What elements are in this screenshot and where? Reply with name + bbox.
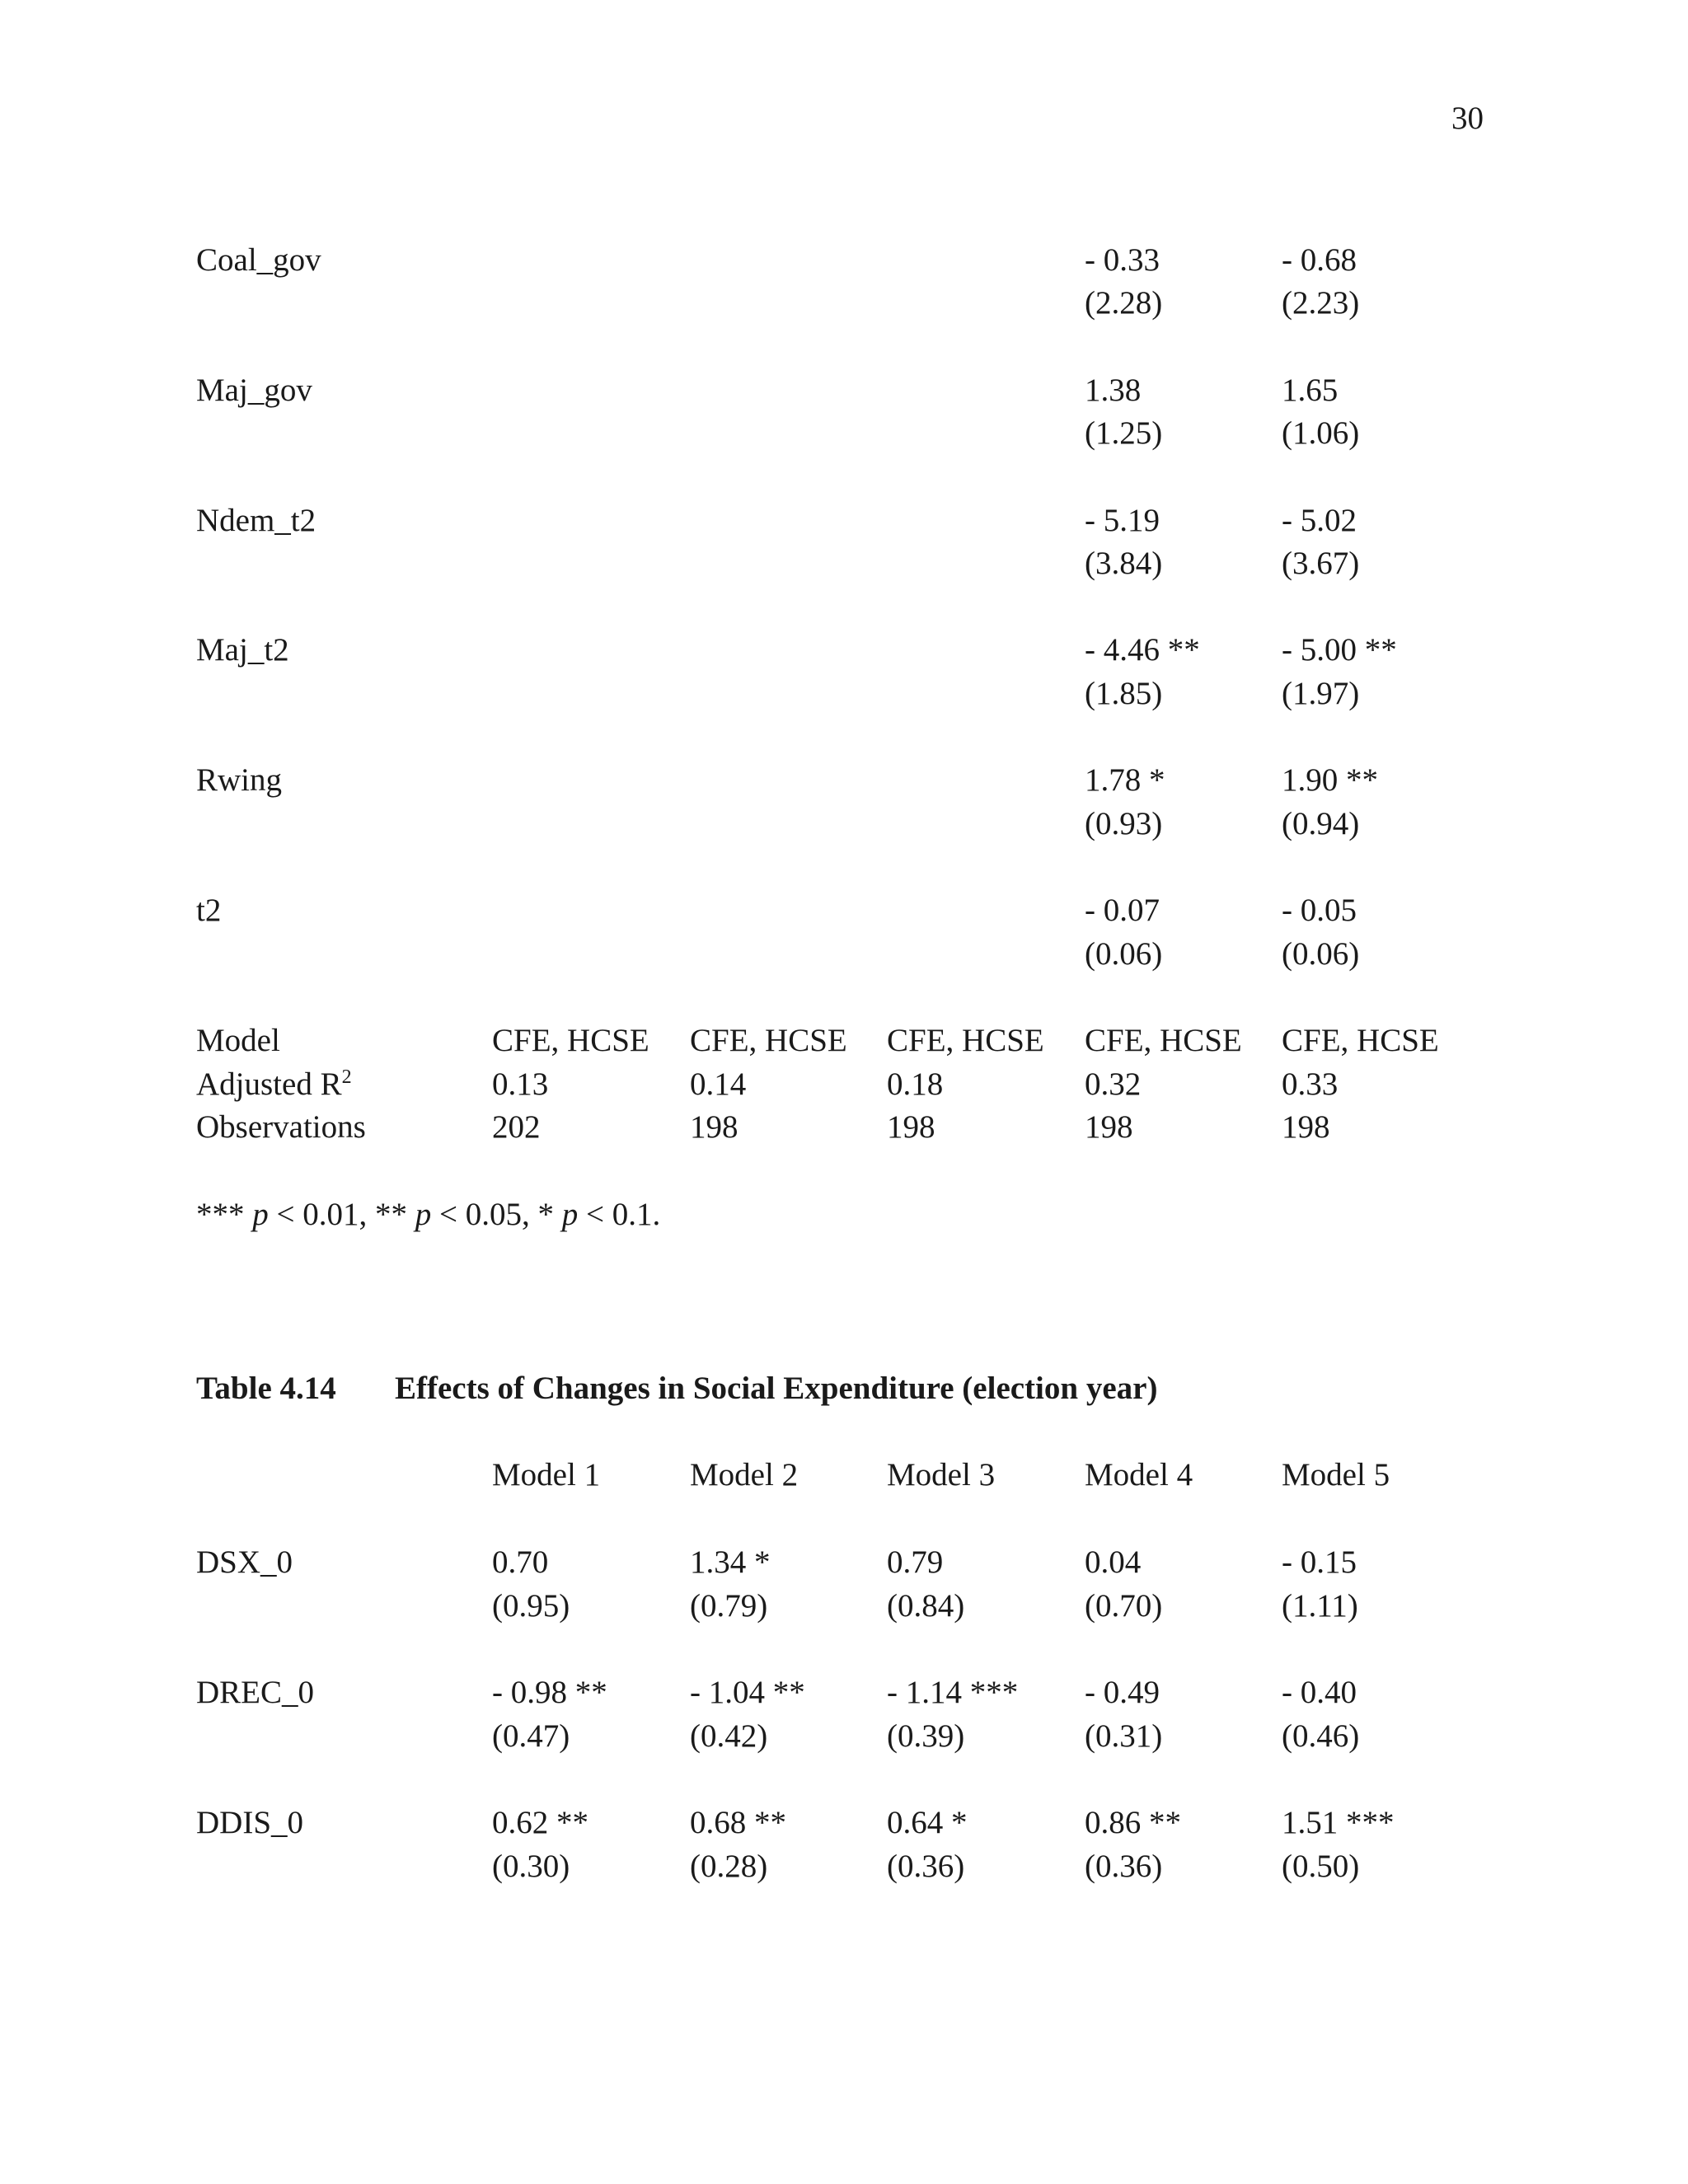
se-cell: (0.95) [492,1588,570,1624]
coef-cell: - 5.00 ** [1282,632,1397,668]
coef-cell: 0.86 ** [1085,1805,1181,1840]
obs-row-label: Observations [196,1109,366,1145]
se-cell: (2.23) [1282,285,1360,321]
se-cell: (3.84) [1085,546,1163,581]
row-label: Maj_gov [196,373,312,408]
row-label: t2 [196,893,222,928]
coef-cell: - 0.68 [1282,242,1357,278]
se-cell: (0.93) [1085,806,1163,841]
se-cell: (0.42) [690,1718,768,1754]
obs-cell: 198 [1282,1109,1330,1145]
r2-cell: 0.14 [690,1066,747,1102]
se-cell: (2.28) [1085,285,1163,321]
coef-cell: - 0.33 [1085,242,1160,278]
se-cell: (0.79) [690,1588,768,1624]
coef-cell: - 4.46 ** [1085,632,1200,668]
column-header: Model 1 [492,1457,601,1493]
coef-cell: - 5.19 [1085,503,1160,538]
row-label: DSX_0 [196,1544,293,1580]
se-cell: (1.97) [1282,676,1360,711]
row-label: Rwing [196,762,283,798]
model-cell: CFE, HCSE [1282,1023,1439,1058]
obs-cell: 202 [492,1109,541,1145]
coef-cell: 1.90 ** [1282,762,1378,798]
coef-cell: 1.65 [1282,373,1339,408]
se-cell: (0.30) [492,1849,570,1884]
se-cell: (0.36) [1085,1849,1163,1884]
se-cell: (0.84) [887,1588,965,1624]
coef-cell: 1.78 * [1085,762,1165,798]
coef-cell: 1.38 [1085,373,1142,408]
model-cell: CFE, HCSE [887,1023,1044,1058]
se-cell: (0.06) [1085,936,1163,972]
coef-cell: - 0.40 [1282,1675,1357,1710]
model-cell: CFE, HCSE [1085,1023,1242,1058]
se-cell: (1.85) [1085,676,1163,711]
coef-cell: 0.70 [492,1544,549,1580]
coef-cell: 1.34 * [690,1544,771,1580]
column-header: Model 3 [887,1457,996,1493]
coef-cell: 0.62 ** [492,1805,588,1840]
coef-cell: - 0.98 ** [492,1675,607,1710]
significance-footnote: *** p < 0.01, ** p < 0.05, * p < 0.1. [196,1197,661,1232]
se-cell: (0.36) [887,1849,965,1884]
coef-cell: - 0.49 [1085,1675,1160,1710]
coef-cell: 0.79 [887,1544,944,1580]
coef-cell: - 0.15 [1282,1544,1357,1580]
coef-cell: 0.64 * [887,1805,968,1840]
page-number: 30 [1451,101,1484,136]
column-header: Model 4 [1085,1457,1193,1493]
se-cell: (0.31) [1085,1718,1163,1754]
r2-cell: 0.33 [1282,1066,1339,1102]
se-cell: (0.70) [1085,1588,1163,1624]
column-header: Model 5 [1282,1457,1390,1493]
se-cell: (0.94) [1282,806,1360,841]
se-cell: (0.47) [492,1718,570,1754]
table-caption-title: Effects of Changes in Social Expenditure (election year) [395,1371,1158,1406]
se-cell: (0.06) [1282,936,1360,972]
se-cell: (1.11) [1282,1588,1358,1624]
model-row-label: Model [196,1023,280,1058]
obs-cell: 198 [887,1109,935,1145]
obs-cell: 198 [1085,1109,1133,1145]
se-cell: (0.50) [1282,1849,1360,1884]
row-label: Ndem_t2 [196,503,316,538]
model-cell: CFE, HCSE [492,1023,649,1058]
obs-cell: 198 [690,1109,738,1145]
row-label: DDIS_0 [196,1805,304,1840]
coef-cell: - 1.14 *** [887,1675,1019,1710]
coef-cell: - 0.07 [1085,893,1160,928]
table-caption-number: Table 4.14 [196,1371,336,1406]
row-label: DREC_0 [196,1675,315,1710]
se-cell: (1.25) [1085,415,1163,451]
r2-row-label: Adjusted $R^2$ [196,1066,352,1102]
coef-cell: 0.68 ** [690,1805,786,1840]
se-cell: (3.67) [1282,546,1360,581]
r2-cell: 0.13 [492,1066,549,1102]
column-header: Model 2 [690,1457,799,1493]
se-cell: (0.28) [690,1849,768,1884]
model-cell: CFE, HCSE [690,1023,847,1058]
row-label: Coal_gov [196,242,321,278]
r2-cell: 0.18 [887,1066,944,1102]
se-cell: (0.39) [887,1718,965,1754]
coef-cell: - 5.02 [1282,503,1357,538]
coef-cell: 0.04 [1085,1544,1142,1580]
row-label: Maj_t2 [196,632,289,668]
coef-cell: 1.51 *** [1282,1805,1395,1840]
coef-cell: - 0.05 [1282,893,1357,928]
coef-cell: - 1.04 ** [690,1675,805,1710]
se-cell: (1.06) [1282,415,1360,451]
se-cell: (0.46) [1282,1718,1360,1754]
r2-cell: 0.32 [1085,1066,1142,1102]
